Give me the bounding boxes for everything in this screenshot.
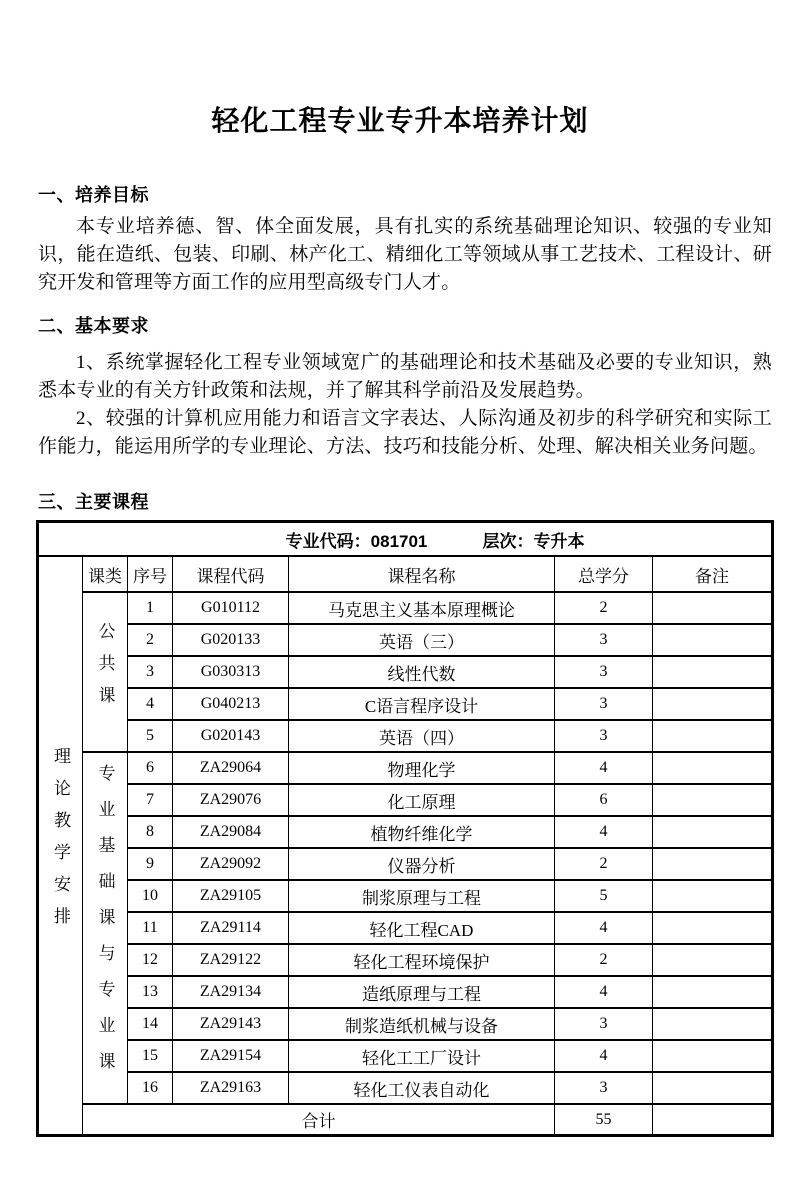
serial-cell: 1 — [128, 592, 173, 624]
credits-cell: 2 — [555, 592, 653, 624]
credits-cell: 4 — [555, 1040, 653, 1072]
section-heading-basic-requirements: 二、基本要求 — [38, 316, 149, 336]
course-name-cell: 仪器分析 — [289, 848, 555, 880]
major-code-label: 专业代码： — [285, 531, 371, 551]
credits-cell: 6 — [555, 784, 653, 816]
note-cell — [653, 720, 773, 752]
course-name-cell: 轻化工仪表自动化 — [289, 1072, 555, 1104]
note-cell — [653, 656, 773, 688]
serial-cell: 2 — [128, 624, 173, 656]
note-cell — [653, 848, 773, 880]
course-code-cell: ZA29114 — [173, 912, 289, 944]
table-header-row — [38, 556, 773, 592]
section-heading-training-objectives: 一、培养目标 — [38, 185, 149, 205]
course-row — [38, 688, 773, 720]
credits-cell: 3 — [555, 656, 653, 688]
course-row — [38, 784, 773, 816]
credits-cell: 2 — [555, 944, 653, 976]
course-row — [38, 656, 773, 688]
course-name-cell: 制浆造纸机械与设备 — [289, 1008, 555, 1040]
credits-cell: 4 — [555, 816, 653, 848]
level-value: 专升本 — [533, 531, 585, 551]
serial-cell: 3 — [128, 656, 173, 688]
major-code-value: 081701 — [370, 531, 428, 551]
credits-cell: 5 — [555, 880, 653, 912]
course-table — [36, 520, 774, 1137]
serial-cell: 10 — [128, 880, 173, 912]
paragraph-requirement-1: 1、系统掌握轻化工程专业领域宽广的基础理论和技术基础及必要的专业知识，熟悉本专业的有关方针政策和法规，并了解其科学前沿及发展趋势。 — [38, 352, 772, 401]
course-name-cell: 制浆原理与工程 — [289, 880, 555, 912]
credits-cell: 3 — [555, 1072, 653, 1104]
course-code-cell: ZA29143 — [173, 1008, 289, 1040]
note-cell — [653, 912, 773, 944]
note-cell — [653, 784, 773, 816]
serial-cell: 14 — [128, 1008, 173, 1040]
column-header-total-credits: 总学分 — [555, 556, 653, 592]
credits-cell: 3 — [555, 1008, 653, 1040]
course-group-label: 专业基础课与专业课 — [95, 763, 115, 1088]
column-header-course-name: 课程名称 — [289, 556, 555, 592]
note-cell — [653, 592, 773, 624]
course-name-cell: 英语（三） — [289, 624, 555, 656]
serial-cell: 12 — [128, 944, 173, 976]
course-code-cell: ZA29076 — [173, 784, 289, 816]
row-axis-label: 理论教学安排 — [51, 747, 70, 939]
course-row — [38, 720, 773, 752]
course-code-cell: ZA29064 — [173, 752, 289, 784]
serial-cell: 5 — [128, 720, 173, 752]
section-heading-main-courses: 三、主要课程 — [38, 492, 149, 512]
paragraph-requirement-2: 2、较强的计算机应用能力和语言文字表达、人际沟通及初步的科学研究和实际工作能力，能运用所学的专业理论、方法、技巧和技能分析、处理、解决相关业务问题。 — [38, 408, 772, 457]
credits-cell: 2 — [555, 848, 653, 880]
course-name-cell: 植物纤维化学 — [289, 816, 555, 848]
credits-cell: 3 — [555, 624, 653, 656]
column-header-course-type: 课类 — [83, 556, 128, 592]
note-cell — [653, 688, 773, 720]
credits-cell: 3 — [555, 688, 653, 720]
serial-cell: 6 — [128, 752, 173, 784]
course-code-cell: G040213 — [173, 688, 289, 720]
course-row — [38, 880, 773, 912]
serial-cell: 4 — [128, 688, 173, 720]
course-row — [38, 816, 773, 848]
meta-cell — [38, 522, 773, 557]
course-code-cell: ZA29163 — [173, 1072, 289, 1104]
credits-cell: 3 — [555, 720, 653, 752]
course-row — [38, 592, 773, 624]
course-name-cell: 马克思主义基本原理概论 — [289, 592, 555, 624]
note-cell — [653, 752, 773, 784]
note-cell — [653, 880, 773, 912]
course-row — [38, 944, 773, 976]
credits-cell: 4 — [555, 912, 653, 944]
course-name-cell: 化工原理 — [289, 784, 555, 816]
course-name-cell: 轻化工工厂设计 — [289, 1040, 555, 1072]
course-row — [38, 1040, 773, 1072]
column-header-note: 备注 — [653, 556, 773, 592]
note-cell — [653, 944, 773, 976]
course-code-cell: ZA29092 — [173, 848, 289, 880]
serial-cell: 16 — [128, 1072, 173, 1104]
total-credits-cell: 55 — [555, 1104, 653, 1136]
note-cell — [653, 1072, 773, 1104]
course-name-cell: 造纸原理与工程 — [289, 976, 555, 1008]
course-group-label-cell — [83, 592, 128, 752]
serial-cell: 15 — [128, 1040, 173, 1072]
course-code-cell: G030313 — [173, 656, 289, 688]
level-label: 层次： — [482, 531, 534, 551]
table-total-row — [38, 1104, 773, 1136]
note-cell — [653, 816, 773, 848]
row-axis-label-cell — [38, 556, 83, 1136]
course-code-cell: G020143 — [173, 720, 289, 752]
serial-cell: 7 — [128, 784, 173, 816]
course-row — [38, 624, 773, 656]
course-code-cell: G020133 — [173, 624, 289, 656]
course-row — [38, 752, 773, 784]
course-code-cell: ZA29105 — [173, 880, 289, 912]
course-name-cell: 英语（四） — [289, 720, 555, 752]
note-cell — [653, 976, 773, 1008]
course-row — [38, 848, 773, 880]
credits-cell: 4 — [555, 976, 653, 1008]
column-header-course-code: 课程代码 — [173, 556, 289, 592]
total-note-cell — [653, 1104, 773, 1136]
course-name-cell: 物理化学 — [289, 752, 555, 784]
course-row — [38, 1072, 773, 1104]
course-code-cell: ZA29084 — [173, 816, 289, 848]
course-row — [38, 912, 773, 944]
credits-cell: 4 — [555, 752, 653, 784]
course-row — [38, 976, 773, 1008]
course-code-cell: G010112 — [173, 592, 289, 624]
course-name-cell: C语言程序设计 — [289, 688, 555, 720]
table-meta-row — [38, 522, 773, 557]
serial-cell: 11 — [128, 912, 173, 944]
course-name-cell: 线性代数 — [289, 656, 555, 688]
course-code-cell: ZA29134 — [173, 976, 289, 1008]
page-title: 轻化工程专业专升本培养计划 — [211, 105, 589, 136]
major-code-field — [226, 527, 483, 552]
serial-cell: 9 — [128, 848, 173, 880]
course-group-label-cell — [83, 752, 128, 1104]
note-cell — [653, 1040, 773, 1072]
note-cell — [653, 624, 773, 656]
paragraph-training-objectives: 本专业培养德、智、体全面发展，具有扎实的系统基础理论知识、较强的专业知识，能在造纸、包装、印刷、林产化工、精细化工等领域从事工艺技术、工程设计、研究开发和管理等方面工作的应用型高级专门人才。 — [38, 216, 772, 293]
total-label-cell: 合计 — [83, 1104, 555, 1136]
serial-cell: 8 — [128, 816, 173, 848]
course-name-cell: 轻化工程环境保护 — [289, 944, 555, 976]
serial-cell: 13 — [128, 976, 173, 1008]
course-code-cell: ZA29154 — [173, 1040, 289, 1072]
column-header-serial: 序号 — [128, 556, 173, 592]
course-code-cell: ZA29122 — [173, 944, 289, 976]
course-group-label: 公共课 — [95, 621, 115, 718]
level-field — [483, 532, 585, 551]
course-name-cell: 轻化工程CAD — [289, 912, 555, 944]
course-row — [38, 1008, 773, 1040]
note-cell — [653, 1008, 773, 1040]
